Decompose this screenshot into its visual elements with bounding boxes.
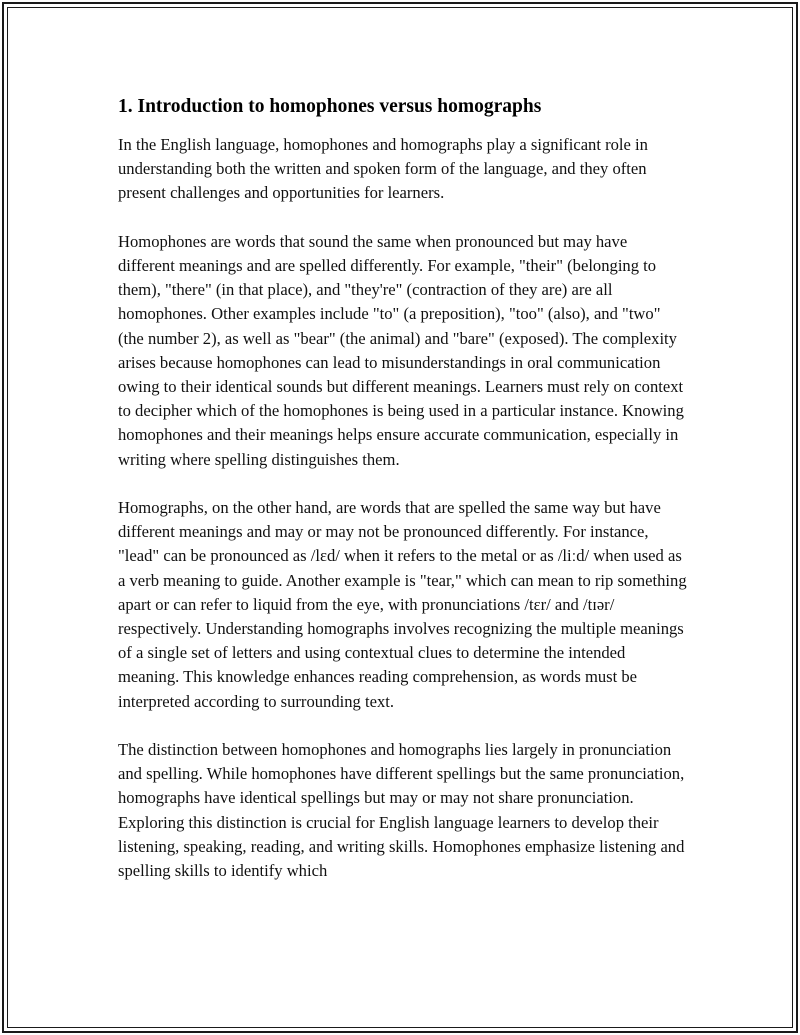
paragraph-homophones: Homophones are words that sound the same when pronounced but may have different meanings and are spelled differently. For example, "their" (belonging to them), "there" (in that place), and "they're" (contraction of they are) are all homophones. Other examples include "to" (a preposition), "too" (also), and "two" (the number 2), as well as "bear" (the animal) and "bare" (exposed). The complexity arises because homophones can lead to misunderstandings in oral communication owing to their identical sounds but different meanings. Learners must rely on context to decipher which of the homophones is being used in a particular instance. Knowing homophones and their meanings helps ensure accurate communication, especially in writing where spelling distinguishes them. xyxy=(118,231,684,469)
section-heading: 1. Introduction to homophones versus homographs xyxy=(118,96,542,117)
paragraph-homographs: Homographs, on the other hand, are words that are spelled the same way but have different meanings and may or may not be pronounced differently. For instance, "lead" can be pronounced as /lɛd/ when it refers to the metal or as /liːd/ when used as a verb meaning to guide. Another example is "tear," which can mean to rip something apart or can refer to liquid from the eye, with pronunciations /tɛr/ and /tɪər/ respectively. Understanding homographs involves recognizing the multiple meanings of a single set of letters and using contextual clues to determine the intended meaning. This knowledge enhances reading comprehension, as words must be interpreted according to surrounding text. xyxy=(118,498,687,711)
document-body xyxy=(118,94,688,907)
paragraph-distinction: The distinction between homophones and homographs lies largely in pronunciation and spelling. While homophones have different spellings but the same pronunciation, homographs have identical spellings but may or may not share pronunciation. Exploring this distinction is crucial for English language learners to develop their listening, speaking, reading, and writing skills. Homophones emphasize listening and spelling skills to identify which xyxy=(118,740,685,881)
paragraph-intro: In the English language, homophones and homographs play a significant role in understanding both the written and spoken form of the language, and they often present challenges and opportunities for learners. xyxy=(118,135,648,203)
